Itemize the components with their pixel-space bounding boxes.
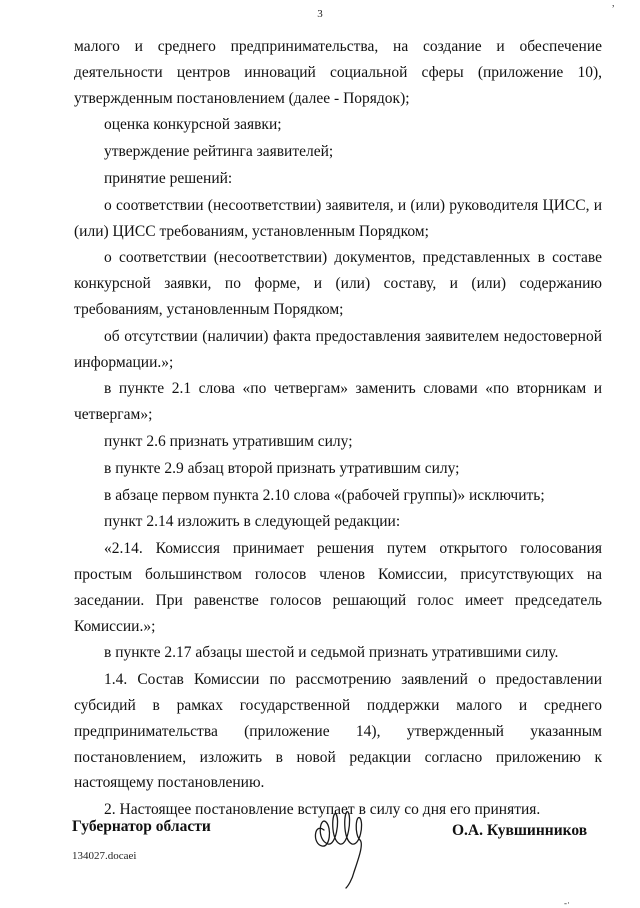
paragraph: малого и среднего предпринимательства, на создание и обеспечение деятельности центров инноваций социальной сферы (приложение 10), утвержденным постановлением (далее - Порядок);: [74, 38, 602, 107]
paragraph: «2.14. Комиссия принимает решения путем открытого голосования простым большинством голосов членов Комиссии, присутствующих на заседании. При равенстве голосов решающий голос имеет председатель Комиссии.»;: [74, 540, 602, 635]
paragraph: о соответствии (несоответствии) документов, представленных в составе конкурсной заявки, по форме, и (или) составу, и (или) содержанию требованиям, установленным Порядком;: [74, 249, 602, 318]
paragraph: оценка конкурсной заявки;: [104, 116, 282, 134]
paragraph: в пункте 2.9 абзац второй признать утратившим силу;: [104, 459, 460, 477]
paragraph: 1.4. Состав Комиссии по рассмотрению заявлений о предоставлении субсидий в рамках государственной поддержки малого и среднего предпринимательства (приложение 14), утвержденный указанным постановлением, изложить в новой редакции согласно приложению к настоящему постановлению.: [74, 671, 602, 792]
paragraph: в пункте 2.17 абзацы шестой и седьмой признать утратившими силу.: [104, 644, 559, 662]
paragraph: об отсутствии (наличии) факта предоставления заявителем недостоверной информации.»;: [74, 327, 602, 371]
page-number: 3: [317, 8, 323, 20]
document-body: [74, 34, 602, 823]
signature-block: [0, 814, 640, 874]
paragraph: принятие решений:: [104, 169, 233, 187]
paragraph: утверждение рейтинга заявителей;: [104, 143, 334, 161]
paragraph: 2. Настоящее постановление вступает в силу со дня его принятия.: [104, 801, 541, 819]
paragraph: пункт 2.14 изложить в следующей редакции:: [104, 513, 401, 531]
document-code: 134027.docaei: [72, 850, 137, 862]
signer-title: Губернатор области: [72, 818, 211, 835]
signer-name: О.А. Кувшинников: [452, 822, 588, 839]
corner-mark: ,: [612, 0, 615, 9]
handwritten-signature-icon: [310, 800, 374, 890]
paragraph: пункт 2.6 признать утратившим силу;: [104, 432, 353, 450]
paragraph: в абзаце первом пункта 2.10 слова «(рабочей группы)» исключить;: [104, 486, 545, 504]
corner-mark-bottom: -·: [564, 898, 570, 908]
paragraph: в пункте 2.1 слова «по четвергам» заменить словами «по вторникам и четвергам»;: [74, 380, 602, 424]
paragraph: о соответствии (несоответствии) заявителя, и (или) руководителя ЦИСС, и (или) ЦИСС требованиям, установленным Порядком;: [74, 196, 602, 240]
